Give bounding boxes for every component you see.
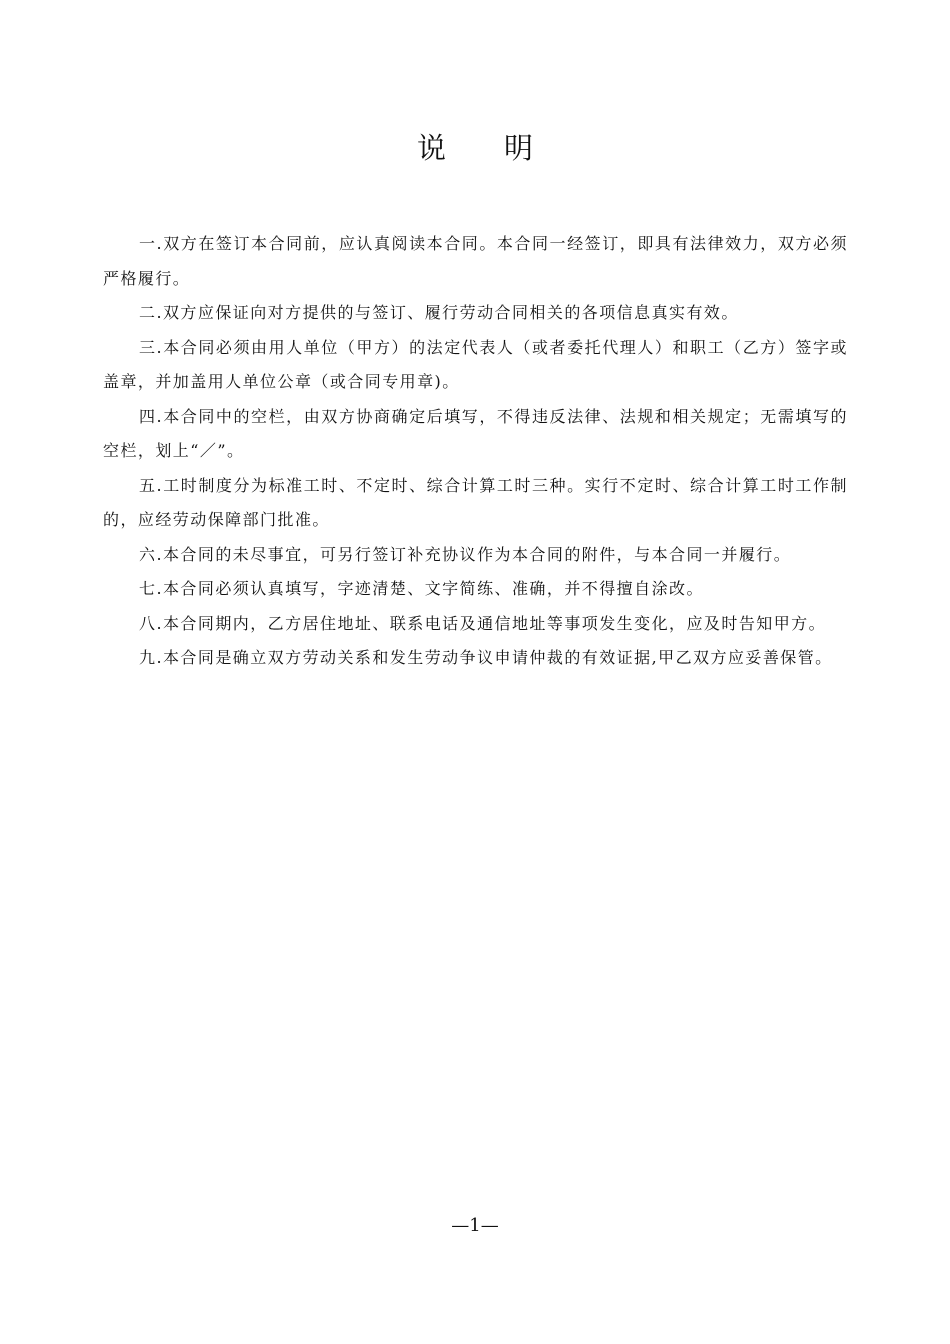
instruction-paragraph-9: 九.本合同是确立双方劳动关系和发生劳动争议申请仲裁的有效证据,甲乙双方应妥善保管。 — [139, 648, 833, 667]
instruction-paragraph-8: 八.本合同期内，乙方居住地址、联系电话及通信地址等事项发生变化，应及时告知甲方。 — [139, 613, 827, 633]
page-number: —1— — [451, 1215, 499, 1236]
instruction-paragraph-2: 二.双方应保证向对方提供的与签订、履行劳动合同相关的各项信息真实有效。 — [139, 303, 739, 322]
instruction-paragraph-4: 四.本合同中的空栏，由双方协商确定后填写，不得违反法律、法规和相关规定；无需填写的空栏，划上“／”。 — [103, 406, 848, 460]
instruction-paragraph-6: 六.本合同的未尽事宜，可另行签订补充协议作为本合同的附件，与本合同一并履行。 — [139, 544, 792, 564]
instruction-paragraph-7: 七.本合同必须认真填写，字迹清楚、文字简练、准确，并不得擅自涂改。 — [139, 579, 704, 598]
page-title — [0, 126, 950, 170]
title-char-2: 明 — [504, 131, 534, 165]
instruction-paragraph-5: 五.工时制度分为标准工时、不定时、综合计算工时三种。实行不定时、综合计算工时工作制的，应经劳动保障部门批准。 — [103, 475, 848, 529]
title-char-1: 说 — [416, 131, 446, 165]
instruction-paragraph-3: 三.本合同必须由用人单位（甲方）的法定代表人（或者委托代理人）和职工（乙方）签字或盖章，并加盖用人单位公章（或合同专用章)。 — [103, 337, 848, 391]
instruction-paragraph-1: 一.双方在签订本合同前，应认真阅读本合同。本合同一经签订，即具有法律效力，双方必须严格履行。 — [103, 234, 848, 288]
instructions-body — [103, 227, 848, 676]
